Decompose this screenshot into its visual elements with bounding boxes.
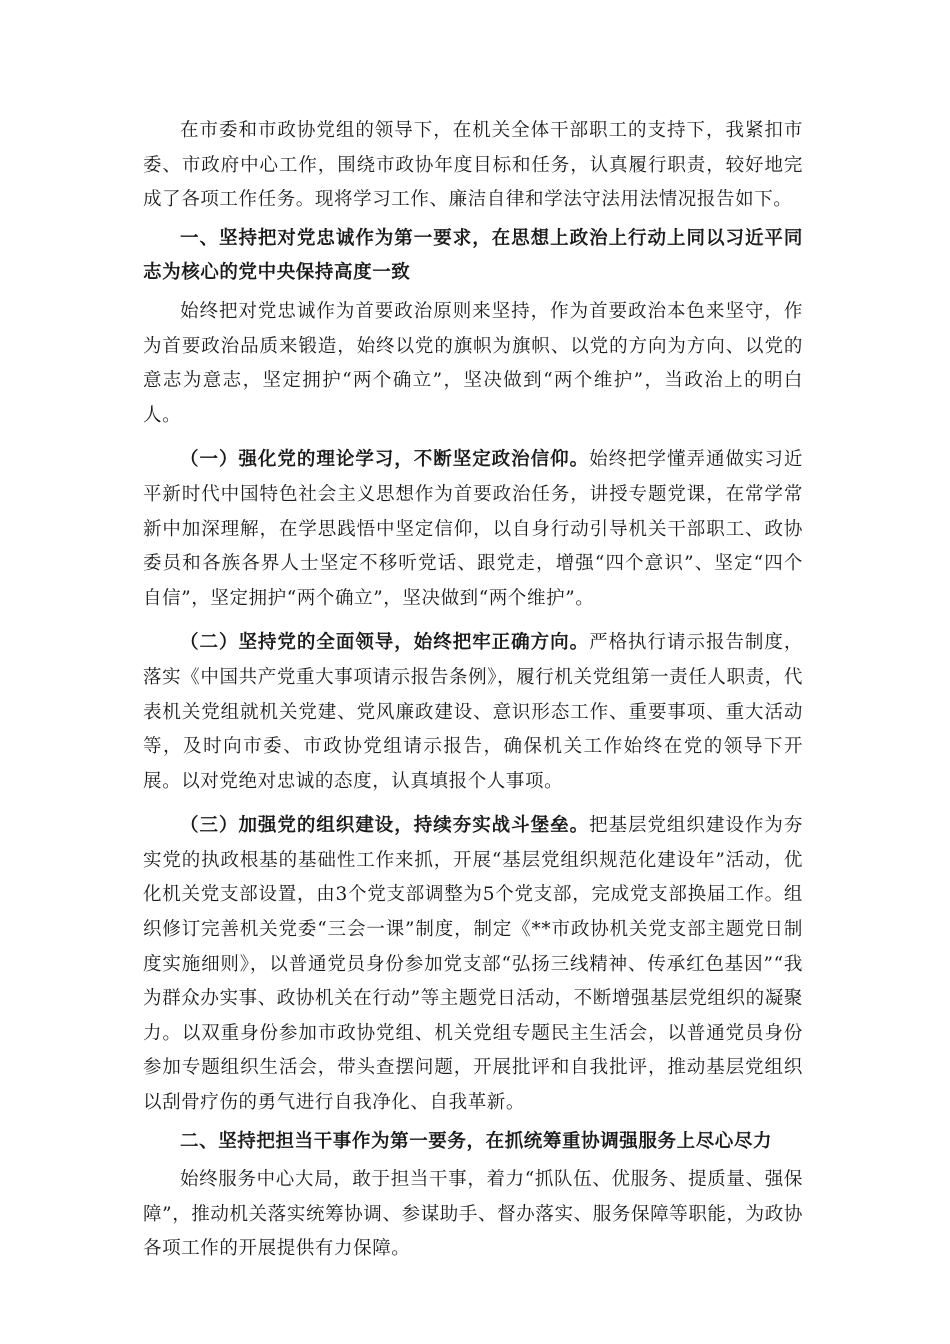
subsection-1-paragraph <box>143 443 803 616</box>
subsection-3-text: 把基层党组织建设作为夯实党的执政根基的基础性工作来抓，开展“基层党组织规范化建设年”活动，优化机关党支部设置，由3个党支部调整为5个党支部，完成党支部换届工作。组织修订完善机关党委“三会一课”制度，制定《**市政协机关党支部主题党日制度实施细则》，以普通党员身份参加党支部“弘扬三线精神、传承红色基因”“我为群众办实事、政协机关在行动”等主题党日活动，不断增强基层党组织的凝聚力。以双重身份参加市政协党组、机关党组专题民主生活会，以普通党员身份参加专题组织生活会，带头查摆问题，开展批评和自我批评，推动基层党组织以刮骨疗伤的勇气进行自我净化、自我革新。 <box>143 815 803 1114</box>
section-2-heading: 二、坚持把担当干事作为第一要务，在抓统筹重协调强服务上尽心尽力 <box>180 1130 773 1152</box>
section-1-heading: 一、坚持把对党忠诚作为第一要求，在思想上政治上行动上同以习近平同志为核心的党中央保持高度一致 <box>143 227 803 284</box>
subsection-1-lead: （一）强化党的理论学习，不断坚定政治信仰。 <box>180 449 590 471</box>
subsection-1-text: 始终把学懂弄通做实习近平新时代中国特色社会主义思想作为首要政治任务，讲授专题党课，在常学常新中加深理解，在学思践悟中坚定信仰，以自身行动引导机关干部职工、政协委员和各族各界人士坚定不移听党话、跟党走，增强“四个意识”、坚定“四个自信”，坚定拥护“两个确立”，坚决做到“两个维护”。 <box>143 449 803 609</box>
subsection-3-paragraph <box>143 809 803 1120</box>
section-1-body: 始终把对党忠诚作为首要政治原则来坚持，作为首要政治本色来坚守，作为首要政治品质来锻造，始终以党的旗帜为旗帜、以党的方向为方向、以党的意志为意志，坚定拥护“两个确立”，坚决做到“两个维护”，当政治上的明白人。 <box>143 300 803 426</box>
subsection-2-paragraph <box>143 626 803 799</box>
subsection-3-lead: （三）加强党的组织建设，持续夯实战斗堡垒。 <box>180 815 590 837</box>
subsection-2-text: 严格执行请示报告制度，落实《中国共产党重大事项请示报告条例》，履行机关党组第一责任人职责，代表机关党组就机关党建、党风廉政建设、意识形态工作、重要事项、重大活动等，及时向市委、市政协党组请示报告，确保机关工作始终在党的领导下开展。以对党绝对忠诚的态度，认真填报个人事项。 <box>143 632 803 792</box>
subsection-2-lead: （二）坚持党的全面领导，始终把牢正确方向。 <box>180 632 590 654</box>
section-2-body: 始终服务中心大局，敢于担当干事，着力“抓队伍、优服务、提质量、强保障”，推动机关落实统筹协调、参谋助手、督办落实、服务保障等职能，为政协各项工作的开展提供有力保障。 <box>143 1169 803 1260</box>
intro-paragraph: 在市委和市政协党组的领导下，在机关全体干部职工的支持下，我紧扣市委、市政府中心工作，围绕市政协年度目标和任务，认真履行职责，较好地完成了各项工作任务。现将学习工作、廉洁自律和学法守法用法情况报告如下。 <box>143 120 803 211</box>
document-page <box>143 114 803 1267</box>
